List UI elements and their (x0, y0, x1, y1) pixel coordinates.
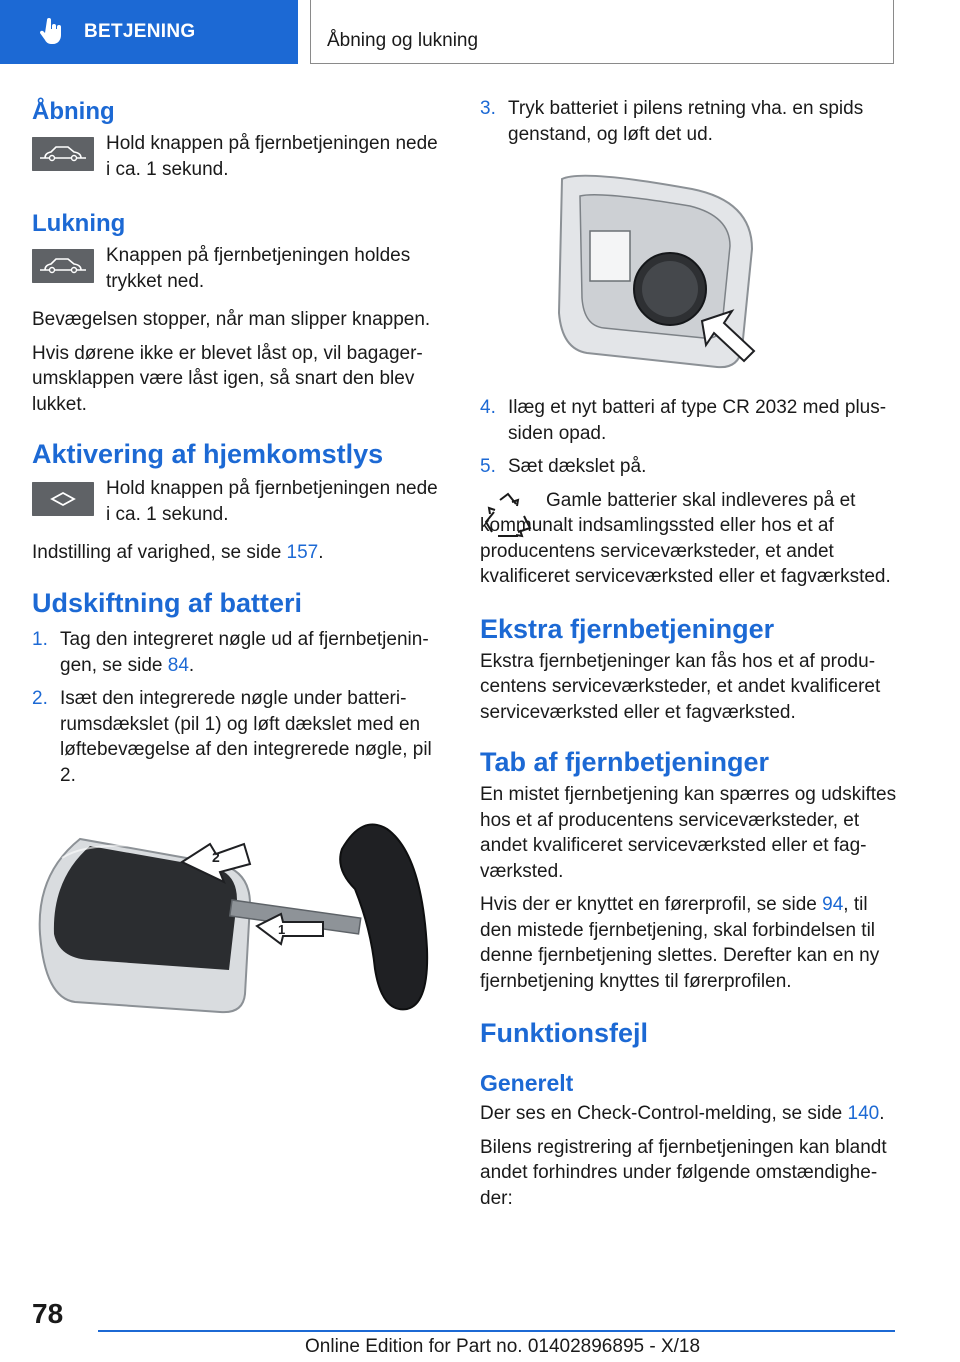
close-paragraph-2: Hvis dørene ikke er blevet låst op, vil bagagerumsklappen være låst igen, så snart den blev lukket. (32, 342, 423, 415)
arrow-label-2: 2 (212, 849, 220, 866)
page-header-title (310, 0, 894, 64)
close-paragraph-1: Bevægelsen stopper, når man slipper knappen. (32, 309, 431, 331)
heading-malfunction: Funktionsfejl (480, 1018, 648, 1049)
heading-close: Lukning (32, 210, 126, 238)
page-link-157[interactable]: 157 (286, 542, 319, 564)
recycling-note (480, 488, 900, 590)
list-item: 4. Ilæg et nyt batteri af type CR 2032 med plussiden opad. (480, 397, 887, 444)
page-number: 78 (32, 1298, 64, 1329)
page-link-140[interactable]: 140 (847, 1103, 880, 1125)
key-removal-illustration (32, 814, 442, 1024)
car-lock-key-icon (32, 137, 94, 171)
page-link-84[interactable]: 84 (167, 654, 189, 676)
lost-remotes-text: En mistet fjernbetjening kan spærres og udskiftes hos et af producentens serviceværksteder, et andet kvalificeret serviceværksted eller et fagværksted. (480, 784, 897, 882)
left-column (32, 96, 442, 1024)
heading-battery: Udskiftning af batteri (32, 587, 303, 618)
general-text-2: Bilens registrering af fjernbetjeningen kan blandt andet forhindres under følgende omstændigheder: (480, 1136, 887, 1209)
battery-steps-list (32, 627, 442, 788)
open-text: Hold knappen på fjernbetjeningen nede i ca. 1 sekund. (106, 133, 438, 180)
general-text-1: Der ses en Check-Control-melding, se side 140. (480, 1103, 885, 1125)
heading-general: Generelt (480, 1070, 574, 1097)
open-instruction (32, 131, 442, 182)
list-item: 3. Tryk batteriet i pilens retning vha. en spids genstand, og løft det ud. (480, 98, 864, 145)
heading-home-light: Aktivering af hjemkomstlys (32, 439, 384, 470)
chapter-label: BETJENING (84, 21, 196, 42)
footer-edition: Online Edition for Part no. 01402896895 - X/18 (305, 1336, 701, 1357)
heading-lost-remotes: Tab af fjernbetjeninger (480, 747, 770, 778)
lost-remotes-profile: Hvis der er knyttet en førerprofil, se side 94, til den mistede fjernbetjening, skal forbindelsen til denne fjernbetjening slettes. Derefter kan en ny fjernbetjening knyttes til førerprofilen. (480, 894, 880, 992)
close-instruction (32, 243, 442, 294)
battery-steps-continued (480, 96, 900, 147)
home-light-setting: Indstilling af varighed, se side 157. (32, 542, 324, 564)
battery-steps-final (480, 395, 900, 480)
heading-open: Åbning (32, 98, 115, 125)
home-light-key-icon (32, 482, 94, 516)
home-light-instruction (32, 476, 442, 527)
footer-divider (98, 1330, 895, 1332)
home-light-text: Hold knappen på fjernbetjeningen nede i ca. 1 sekund. (106, 478, 438, 525)
hand-pointer-icon (38, 18, 64, 46)
page-link-94[interactable]: 94 (822, 894, 844, 916)
section-title: Åbning og lukning (327, 30, 479, 51)
car-unlock-key-icon (32, 249, 94, 283)
extra-remotes-text: Ekstra fjernbetjeninger kan fås hos et af producentens serviceværksteder, et andet kvalificeret serviceværksted eller et fagværksted. (480, 650, 881, 723)
battery-compartment-illustration (480, 171, 900, 371)
arrow-label-1: 1 (278, 922, 286, 938)
chapter-tab[interactable] (0, 0, 298, 64)
close-text: Knappen på fjernbetjeningen holdes trykket ned. (106, 245, 411, 292)
list-item: 5. Sæt dækslet på. (480, 456, 647, 477)
recycle-icon (480, 490, 536, 544)
list-item: 1. Tag den integreret nøgle ud af fjernbetjeningen, se side 84. (32, 629, 429, 676)
right-column (480, 96, 900, 1211)
list-item: 2. Isæt den integrerede nøgle under batterirumsdækslet (pil 1) og løft dækslet med en løftebevægelse af den integrerede nøgle, pil 2. (32, 688, 432, 786)
recycling-text: Gamle batterier skal indleveres på et kommunalt indsamlingssted eller hos et af producentens serviceværksteder, et andet kvalificeret serviceværksted eller et fagværksted. (480, 489, 891, 587)
heading-extra-remotes: Ekstra fjernbetjeninger (480, 613, 775, 644)
